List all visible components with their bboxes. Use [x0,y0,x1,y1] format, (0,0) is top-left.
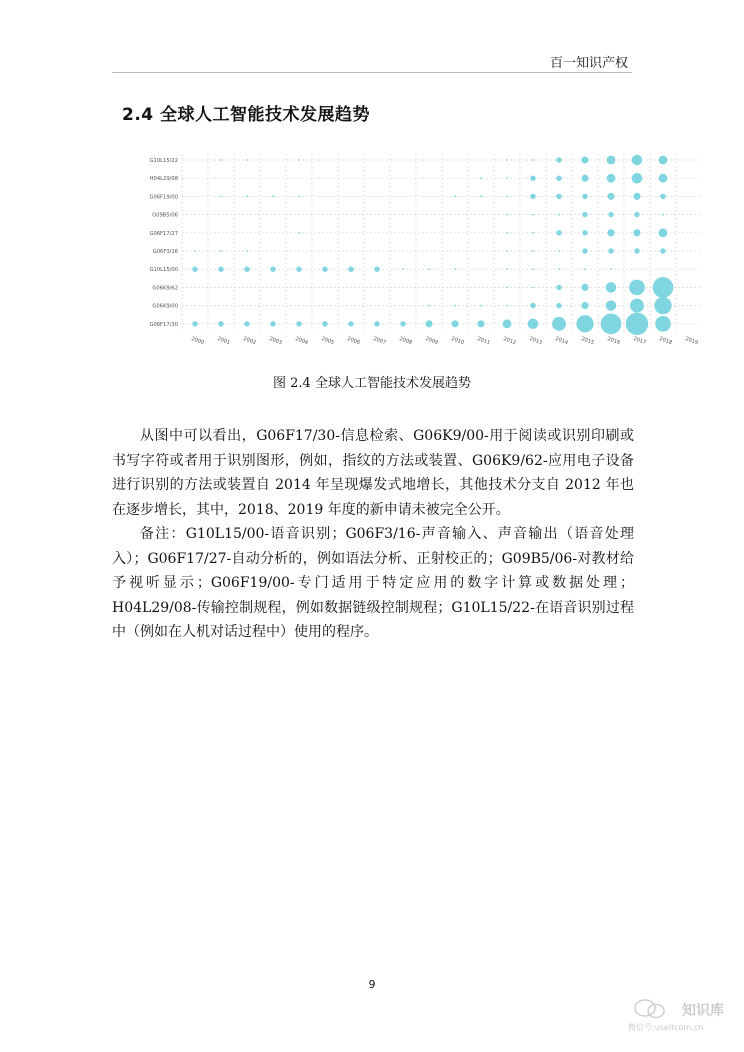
bubble-point [608,248,613,253]
bubble-point [480,305,482,307]
y-tick-label: G06F17/30 [149,321,178,328]
bubble-point [374,321,379,326]
x-tick-label: 2016 [606,336,621,347]
bubble-point [582,248,587,253]
x-tick-label: 2012 [502,336,517,347]
bubble-point [298,159,300,161]
bubble-point [662,214,664,216]
wechat-icon [632,998,676,1020]
bubble-point [608,212,613,217]
bubble-point [576,315,593,332]
running-header: 百一知识产权 [549,56,628,71]
bubble-point [607,193,614,200]
bubble-point [582,212,587,217]
bubble-point [606,282,617,293]
x-tick-label: 2004 [294,336,309,347]
bubble-point [220,250,222,252]
bubble-point [298,196,300,198]
bubble-point [454,268,456,270]
watermark-name: 知识库 [682,1003,724,1019]
bubble-point [506,250,508,252]
x-tick-label: 2019 [684,336,699,347]
watermark-sub: 微信号:useitcom.cn [628,1023,704,1032]
bubble-point [530,303,535,308]
y-tick-label: G06F19/00 [149,194,178,201]
x-tick-label: 2003 [268,336,283,347]
x-tick-label: 2011 [476,336,491,347]
bubble-point [556,194,561,199]
bubble-point [503,319,512,328]
bubble-point [532,232,534,234]
bubble-point [632,173,643,184]
bubble-point [660,248,665,253]
bubble-point [581,302,588,309]
bubble-point [220,196,222,198]
header-rule [112,72,632,73]
bubble-point [582,194,587,199]
figure-caption: 图 2.4 全球人工智能技术发展趋势 [273,376,471,391]
bubble-point [606,300,617,311]
bubble-point [451,320,458,327]
bubble-point [607,174,616,183]
bubble-point [270,267,275,272]
x-tick-label: 2000 [190,336,205,347]
x-tick-label: 2002 [242,336,257,347]
bubble-point [454,196,456,198]
bubble-point [558,214,560,216]
bubble-point [425,320,432,327]
bubble-point [296,267,301,272]
bubble-point [402,268,404,270]
bubble-point [607,229,614,236]
bubble-point [400,321,405,326]
bubble-point [610,268,612,270]
y-tick-label: G06F3/16 [152,249,178,255]
bubble-point [556,157,561,162]
bubble-point [246,250,248,252]
y-tick-label: G06K9/00 [152,303,178,310]
bubble-point [506,177,508,179]
bubble-point [506,268,508,270]
bubble-point [246,196,248,198]
bubble-point [506,287,508,289]
bubble-point [582,230,587,235]
y-tick-label: G06K9/62 [152,285,178,292]
bubble-point [244,321,249,326]
x-tick-label: 2005 [320,336,335,347]
bubble-point [632,155,643,166]
bubble-point [220,159,222,161]
y-tick-label: G10L15/22 [149,158,178,164]
bubble-point [296,321,301,326]
bubble-point [506,232,508,234]
bubble-point [556,303,561,308]
bubble-point [322,267,327,272]
x-tick-label: 2018 [658,336,673,347]
body-text [112,424,634,645]
bubble-chart [138,150,700,350]
bubble-point [218,321,223,326]
bubble-point [506,196,508,198]
bubble-point [322,321,327,326]
bubble-point [477,320,484,327]
bubble-point [506,159,508,161]
bubble-point [480,177,482,179]
paragraph-notes: 备注：G10L15/00-语音识别；G06F3/16-声音输入、声音输出（语音处理入）；G06F17/27-自动分析的，例如语法分析、正射校正的；G09B5/06-对教材给予视听显示；G06F19/00-专门适用于特定应用的数字计算或数据处理；H04L29/08-传输控制规程，例如数据链级控制规程；G10L15/22-在语音识别过程中（例如在人机对话过程中）使用的程序。 [112,526,634,640]
bubble-point [629,280,645,296]
bubble-point [584,268,586,270]
bubble-point [244,267,249,272]
x-tick-label: 2007 [372,336,387,347]
y-tick-label: G10L15/00 [149,267,178,274]
bubble-point [556,176,561,181]
page-number: 9 [368,978,376,991]
bubble-point [532,159,534,161]
bubble-point [634,248,639,253]
bubble-point [607,156,616,165]
bubble-point [192,321,197,326]
bubble-point [660,194,665,199]
x-tick-label: 2008 [398,336,413,347]
paragraph-analysis: 从图中可以看出，G06F17/30-信息检索、G06K9/00-用于阅读或识别印刷或书写字符或者用于识别图形，例如，指纹的方法或装置、G06K9/62-应用电子设备进行识别的方法或装置自 2014 年呈现爆发式地增长，其他技术分支自 2012 年也在逐步增长，其中，2018、2019 年度的新申请未被完全公开。 [112,428,634,518]
bubble-point [374,267,379,272]
bubble-point [532,287,534,289]
bubble-point [556,230,561,235]
bubble-point [506,305,508,307]
bubble-point [581,284,588,291]
x-tick-label: 2010 [450,336,465,347]
bubble-point [270,321,275,326]
x-tick-label: 2014 [554,336,569,347]
bubble-point [530,176,535,181]
bubble-point [428,268,430,270]
bubble-point [428,305,430,307]
bubble-point [581,175,588,182]
bubble-point [192,267,197,272]
bubble-point [532,250,534,252]
bubble-point [246,159,248,161]
bubble-point [634,212,639,217]
bubble-point [659,174,668,183]
y-tick-label: G06F17/27 [149,230,178,237]
bubble-point [601,313,622,334]
y-tick-label: G09B5/06 [152,212,178,219]
bubble-point [218,267,223,272]
bubble-point [581,156,588,163]
bubble-point [552,317,566,331]
bubble-point [633,229,640,236]
x-tick-label: 2017 [632,336,647,347]
bubble-point [528,319,539,330]
x-tick-label: 2013 [528,336,543,347]
bubble-point [532,268,534,270]
bubble-point [659,228,668,237]
bubble-point [480,196,482,198]
bubble-point [272,196,274,198]
bubble-point [298,232,300,234]
bubble-point [653,277,674,298]
section-title: 2.4 全球人工智能技术发展趋势 [122,105,371,125]
x-tick-label: 2006 [346,336,361,347]
bubble-point [348,321,353,326]
bubble-point [654,297,671,314]
x-tick-label: 2015 [580,336,595,347]
bubble-point [630,299,644,313]
bubble-point [532,214,534,216]
x-tick-label: 2009 [424,336,439,347]
bubble-point [530,194,535,199]
bubble-point [506,214,508,216]
bubble-point [659,156,668,165]
x-tick-label: 2001 [216,336,231,347]
bubble-point [558,250,560,252]
bubble-point [348,267,353,272]
watermark [628,998,724,1032]
bubble-point [633,193,640,200]
bubble-point [655,316,671,332]
bubble-point [454,305,456,307]
bubble-point [626,313,648,335]
bubble-point [558,268,560,270]
y-tick-label: H04L29/08 [149,176,178,183]
bubble-point [194,250,196,252]
bubble-point [556,285,561,290]
